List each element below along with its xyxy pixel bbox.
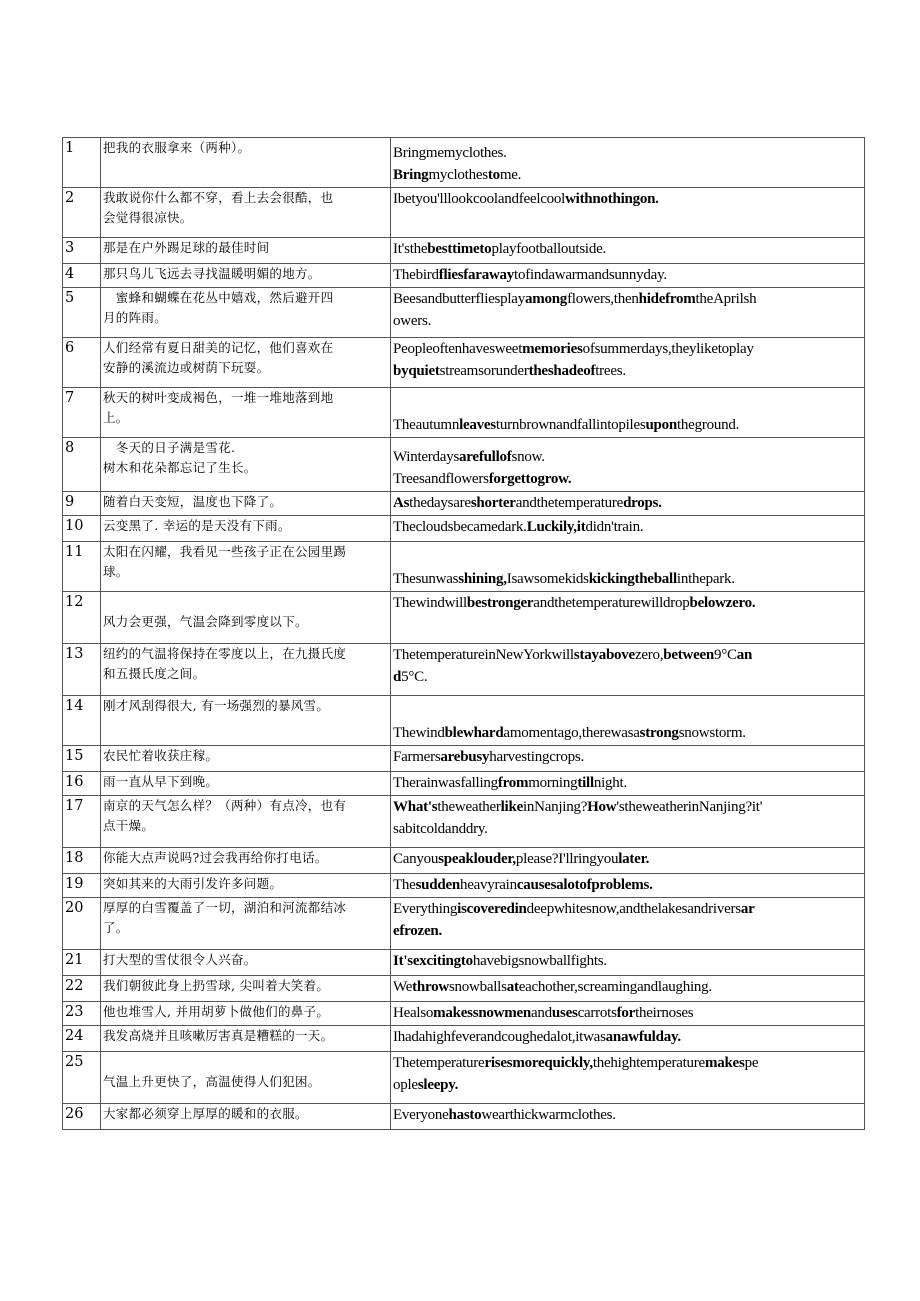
chinese-sentence [101,746,391,772]
text-segment: Thebird [393,267,439,283]
text-segment: havebigsnowballfights. [472,953,607,969]
english-line [393,950,862,972]
row-number: 12 [63,592,101,644]
english-translation [391,976,865,1002]
chinese-line: 大家都必须穿上厚厚的暖和的衣服。 [103,1106,308,1121]
key-phrase: shorter [470,495,516,511]
key-phrase: like [500,799,523,815]
key-phrase: As [393,495,410,511]
chinese-line: 冬天的日子满是雪花. [103,440,236,455]
key-phrase: till [577,775,594,791]
row-number: 4 [63,264,101,288]
key-phrase: It'sexcitingto [393,953,473,969]
text-segment: Thewindwill [393,595,467,611]
chinese-sentence [101,898,391,950]
text-segment: playfootballoutside. [491,241,606,257]
chinese-line: 那是在户外踢足球的最佳时间 [103,240,270,255]
english-line [393,666,862,688]
text-segment: snowstorm. [678,725,746,741]
english-translation [391,696,865,746]
text-segment: 9°C [714,647,737,663]
english-translation [391,592,865,644]
row-number: 21 [63,950,101,976]
chinese-sentence [101,874,391,898]
text-segment: trees. [595,363,626,379]
text-segment: eachother,screamingandlaughing. [518,979,712,995]
key-phrase: blewhard [444,725,504,741]
text-segment: and [531,1005,552,1021]
key-phrase: between [663,647,715,663]
row-number: 11 [63,542,101,592]
row-number: 1 [63,138,101,188]
chinese-line: 纽约的气温将保持在零度以上，在九摄氏度 [103,646,347,661]
key-phrase: later. [618,851,650,867]
text-segment: please?I'llringyou [515,851,619,867]
chinese-line: 上。 [103,410,129,425]
chinese-line: 树木和花朵都忘记了生长。 [103,460,257,475]
table-row [63,238,865,264]
text-segment: ThetemperatureinNewYorkwill [393,647,574,663]
chinese-line: 太阳在闪耀，我看见一些孩子正在公园里踢 [103,544,347,559]
row-number: 16 [63,772,101,796]
text-segment: Treesandflowers [393,471,489,487]
table-row [63,592,865,644]
text-segment: theAprilsh [695,291,757,307]
table-row [63,1026,865,1052]
row-number: 5 [63,288,101,338]
chinese-line: 我敢说你什么都不穿，看上去会很酷，也 [103,190,334,205]
text-segment: Ihadahighfeverandcoughedalot,itwas [393,1029,606,1045]
chinese-line [103,1052,388,1072]
row-number: 8 [63,438,101,492]
row-number: 20 [63,898,101,950]
english-line [393,516,862,538]
chinese-sentence [101,388,391,438]
key-phrase: ar [740,901,755,917]
english-line [393,288,862,310]
chinese-line [103,592,388,612]
english-translation [391,1002,865,1026]
row-number: 6 [63,338,101,388]
text-segment: 5°C. [401,669,428,685]
key-phrase: upon [645,417,677,433]
english-line [393,1002,862,1024]
table-row [63,188,865,238]
chinese-line: 我发高烧并且咳嗽厉害真是糟糕的一天。 [103,1028,334,1043]
english-translation [391,138,865,188]
table-row [63,874,865,898]
english-line [393,976,862,998]
chinese-line: 南京的天气怎么样？（两种）有点冷，也有 [103,798,347,813]
english-line [393,898,862,920]
english-translation [391,288,865,338]
table-row [63,772,865,796]
english-line [393,1052,862,1074]
text-segment: Thewind [393,725,445,741]
row-number: 24 [63,1026,101,1052]
table-row [63,696,865,746]
english-line [393,568,862,590]
text-segment: Beesandbutterfliesplay [393,291,525,307]
chinese-sentence [101,950,391,976]
row-number: 2 [63,188,101,238]
table-row [63,264,865,288]
chinese-line: 球。 [103,564,129,579]
text-segment: didn'train. [585,519,644,535]
chinese-sentence [101,492,391,516]
row-number: 26 [63,1104,101,1130]
text-segment: Winterdays [393,449,460,465]
table-row [63,338,865,388]
text-segment: Canyou [393,851,439,867]
english-line [393,722,862,744]
chinese-line: 蜜蜂和蝴蝶在花丛中嬉戏，然后避开四 [103,290,334,305]
chinese-line: 你能大点声说吗?过会我再给你打电话。 [103,850,328,865]
chinese-sentence [101,976,391,1002]
text-segment: snowballs [448,979,507,995]
key-phrase: bestronger [466,595,534,611]
text-segment: Everyone [393,1107,449,1123]
english-translation [391,796,865,848]
key-phrase: d [393,669,402,685]
text-segment: theground. [677,417,740,433]
english-line [393,338,862,360]
english-translation [391,542,865,592]
chinese-line: 安静的溪流边或树荫下玩耍。 [103,360,270,375]
table-row [63,516,865,542]
english-line [393,360,862,382]
english-translation [391,438,865,492]
text-segment: Healso [393,1005,434,1021]
chinese-sentence [101,796,391,848]
text-segment: theirnoses [635,1005,694,1021]
chinese-line: 突如其来的大雨引发许多问题。 [103,876,283,891]
key-phrase: an [736,647,753,663]
chinese-sentence [101,188,391,238]
key-phrase: makes [704,1055,745,1071]
key-phrase: theshadeof [528,363,596,379]
row-number: 23 [63,1002,101,1026]
text-segment: carrots [577,1005,617,1021]
english-line [393,1026,862,1048]
english-translation [391,188,865,238]
text-segment: 'stheweatherinNanjing?it' [616,799,763,815]
english-line [393,848,862,870]
english-translation [391,238,865,264]
text-segment: It'sthe [393,241,428,257]
chinese-sentence [101,288,391,338]
text-segment: thehightemperature [592,1055,705,1071]
key-phrase: hidefrom [638,291,696,307]
key-phrase: Bring [393,167,429,183]
text-segment: thedaysare [409,495,471,511]
key-phrase: arebusy [440,749,490,765]
key-phrase: How [587,799,617,815]
chinese-line: 我们朝彼此身上扔雪球, 尖叫着大笑着。 [103,978,330,993]
key-phrase: memories [522,341,583,357]
english-translation [391,388,865,438]
key-phrase: arefullof [459,449,512,465]
chinese-line: 风力会更强，气温会降到零度以下。 [103,614,308,629]
text-segment: night. [593,775,627,791]
chinese-sentence [101,772,391,796]
text-segment: Theautumn [393,417,460,433]
text-segment: Bringmemyclothes. [393,145,507,161]
english-line [393,468,862,490]
english-line [393,772,862,794]
english-line [393,644,862,666]
text-segment: Therainwasfalling [393,775,498,791]
english-translation [391,338,865,388]
english-translation [391,1104,865,1130]
english-translation [391,772,865,796]
english-line [393,188,862,210]
chinese-line: 他也堆雪人, 并用胡萝卜做他们的鼻子。 [103,1004,330,1019]
english-line [393,746,862,768]
key-phrase: forgettogrow. [488,471,572,487]
row-number: 18 [63,848,101,874]
text-segment: Farmers [393,749,441,765]
english-line [393,414,862,436]
text-segment: We [393,979,413,995]
text-segment: andthetemperature [515,495,624,511]
english-line [393,310,862,332]
chinese-line: 会觉得很凉快。 [103,210,193,225]
text-segment: deepwhitesnow,andthelakesandrivers [526,901,741,917]
text-segment: snow. [511,449,545,465]
chinese-sentence [101,516,391,542]
english-line [393,920,862,942]
row-number: 22 [63,976,101,1002]
key-phrase: What's [393,799,438,815]
text-segment: Thesunwas [393,571,459,587]
key-phrase: withnothingon. [565,191,659,207]
chinese-line: 刚才风刮得很大, 有一场强烈的暴风雪。 [103,698,330,713]
text-segment: sabit [393,821,421,837]
row-number: 25 [63,1052,101,1104]
table-row [63,796,865,848]
key-phrase: makessnowmen [433,1005,531,1021]
table-row [63,492,865,516]
key-phrase: for [616,1005,636,1021]
chinese-line: 秋天的树叶变成褐色，一堆一堆地落到地 [103,390,334,405]
chinese-sentence [101,264,391,288]
translation-table-body [63,138,865,1130]
chinese-line: 雨一直从早下到晚。 [103,774,219,789]
key-phrase: strong [639,725,679,741]
row-number: 3 [63,238,101,264]
key-phrase: belowzero. [689,595,756,611]
text-segment: amomentago,therewasa [503,725,640,741]
chinese-sentence [101,644,391,696]
english-translation [391,874,865,898]
text-segment: coldanddry. [420,821,488,837]
chinese-line: 把我的衣服拿来（两种）。 [103,140,251,155]
key-phrase: efrozen. [393,923,442,939]
chinese-line: 月的阵雨。 [103,310,168,325]
table-row [63,542,865,592]
text-segment: harvestingcrops. [489,749,584,765]
key-phrase: sleepy. [417,1077,459,1093]
key-phrase: causesalotofproblems. [516,877,653,893]
chinese-line: 随着白天变短，温度也下降了。 [103,494,283,509]
table-row [63,288,865,338]
chinese-sentence [101,696,391,746]
table-row [63,1002,865,1026]
chinese-sentence [101,848,391,874]
english-line [393,1074,862,1096]
text-segment: owers. [393,313,432,329]
english-translation [391,644,865,696]
chinese-line: 那只鸟儿飞远去寻找温暖明媚的地方。 [103,266,321,281]
chinese-sentence [101,438,391,492]
chinese-sentence [101,238,391,264]
row-number: 7 [63,388,101,438]
text-segment: pe [744,1055,759,1071]
chinese-line: 厚厚的白雪覆盖了一切，湖泊和河流都结冰 [103,900,347,915]
english-translation [391,950,865,976]
table-row [63,438,865,492]
english-line [393,1104,862,1126]
key-phrase: speaklouder, [438,851,516,867]
text-segment: ople [393,1077,418,1093]
english-line [393,264,862,286]
english-line [393,164,862,186]
key-phrase: drops. [623,495,662,511]
text-segment: andthetemperaturewilldrop [533,595,690,611]
chinese-line: 农民忙着收获庄稼。 [103,748,219,763]
text-segment: Thecloudsbecamedark. [393,519,527,535]
key-phrase: among [524,291,568,307]
key-phrase: Luckily,it [526,519,586,535]
key-phrase: throw [412,979,449,995]
text-segment: theweather [437,799,501,815]
key-phrase: anawfulday. [605,1029,681,1045]
text-segment: turnbrownandfallintopiles [495,417,646,433]
text-segment: flowers,then [567,291,639,307]
chinese-line: 人们经常有夏日甜美的记忆，他们喜欢在 [103,340,334,355]
text-segment: Everything [393,901,458,917]
translation-table [62,137,865,1130]
table-row [63,848,865,874]
table-row [63,950,865,976]
key-phrase: stayabove [573,647,635,663]
row-number: 13 [63,644,101,696]
text-segment: morning [528,775,578,791]
chinese-sentence [101,542,391,592]
english-translation [391,898,865,950]
key-phrase: fliesfaraway [438,267,515,283]
text-segment: Thetemperature [393,1055,485,1071]
key-phrase: hasto [448,1107,482,1123]
text-segment: me. [499,167,522,183]
chinese-sentence [101,1104,391,1130]
text-segment: wearthickwarmclothes. [481,1107,616,1123]
english-line [393,446,862,468]
english-line [393,492,862,514]
chinese-sentence [101,138,391,188]
chinese-line: 云变黑了. 幸运的是天没有下雨。 [103,518,291,533]
key-phrase: kickingtheball [588,571,677,587]
row-number: 17 [63,796,101,848]
chinese-line: 和五摄氏度之间。 [103,666,206,681]
text-segment: heavyrain [459,877,517,893]
chinese-line: 打大型的雪仗很令人兴奋。 [103,952,257,967]
row-number: 19 [63,874,101,898]
english-translation [391,848,865,874]
english-translation [391,516,865,542]
key-phrase: sudden [415,877,460,893]
english-translation [391,492,865,516]
table-row [63,1104,865,1130]
key-phrase: risesmorequickly, [484,1055,593,1071]
table-row [63,388,865,438]
row-number: 9 [63,492,101,516]
english-line [393,818,862,840]
key-phrase: iscoveredin [457,901,527,917]
english-translation [391,264,865,288]
row-number: 15 [63,746,101,772]
chinese-sentence [101,1002,391,1026]
english-translation [391,1026,865,1052]
text-segment: tofindawarmandsunnyday. [514,267,667,283]
chinese-line: 了。 [103,920,129,935]
table-row [63,898,865,950]
table-row [63,138,865,188]
row-number: 10 [63,516,101,542]
english-line [393,874,862,896]
english-line [393,142,862,164]
text-segment: zero, [634,647,664,663]
text-segment: Peopleoftenhavesweet [393,341,523,357]
text-segment: myclothes [428,167,488,183]
chinese-sentence [101,592,391,644]
english-line [393,238,862,260]
key-phrase: to [487,167,500,183]
table-row [63,644,865,696]
chinese-line: 点干燥。 [103,818,155,833]
table-row [63,746,865,772]
row-number: 14 [63,696,101,746]
key-phrase: byquiet [393,363,440,379]
key-phrase: leaves [459,417,496,433]
text-segment: inNanjing? [522,799,588,815]
english-line [393,592,862,614]
text-segment: The [393,877,416,893]
english-translation [391,1052,865,1104]
text-segment: ofsummerdays,theyliketoplay [582,341,754,357]
english-translation [391,746,865,772]
text-segment: Ibetyou'lllookcoolandfeelcool [393,191,566,207]
chinese-sentence [101,1052,391,1104]
key-phrase: from [497,775,529,791]
key-phrase: shining, [458,571,507,587]
text-segment: inthepark. [676,571,735,587]
chinese-sentence [101,1026,391,1052]
table-row [63,1052,865,1104]
key-phrase: at [506,979,519,995]
english-line [393,796,862,818]
text-segment: Isawsomekids [506,571,589,587]
text-segment: streamsorunder [439,363,529,379]
key-phrase: besttimeto [427,241,492,257]
table-row [63,976,865,1002]
key-phrase: uses [551,1005,578,1021]
chinese-line: 气温上升更快了，高温使得人们犯困。 [103,1074,321,1089]
chinese-sentence [101,338,391,388]
